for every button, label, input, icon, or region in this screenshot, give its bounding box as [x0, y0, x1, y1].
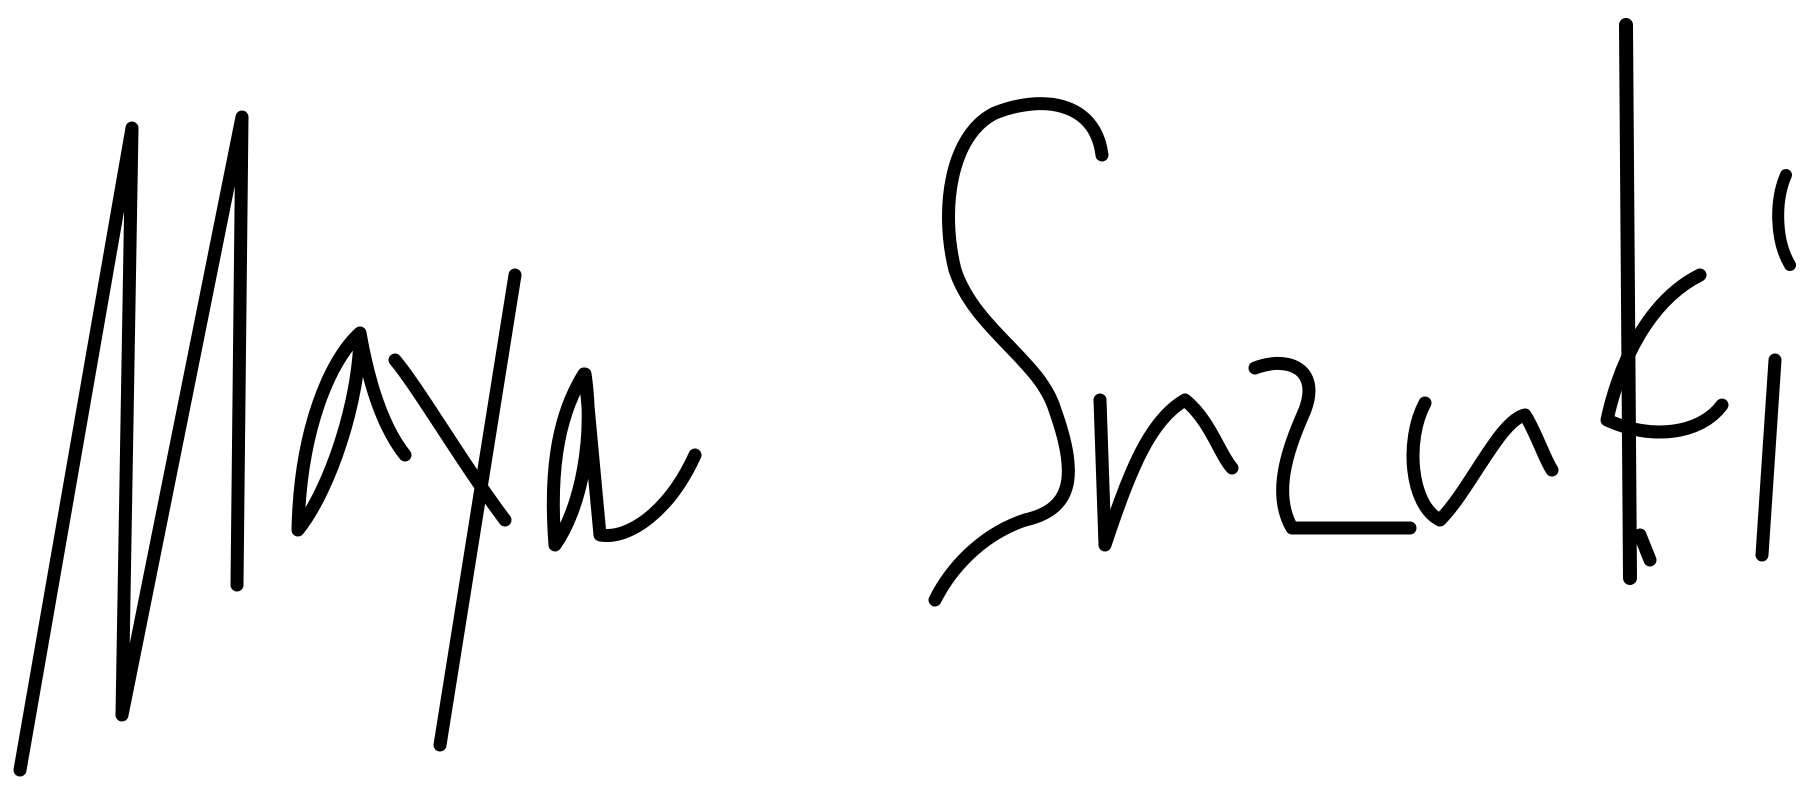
stroke-i-dot [1778, 175, 1790, 265]
last-name-suzuki [935, 25, 1790, 600]
first-name-maya [20, 117, 695, 770]
stroke-a1 [298, 333, 405, 530]
stroke-m [20, 117, 242, 770]
stroke-i [1762, 360, 1775, 555]
stroke-k-foot [1640, 535, 1650, 560]
stroke-u2 [1413, 403, 1552, 520]
stroke-k-stem [1626, 25, 1630, 578]
stroke-a2 [553, 374, 695, 545]
stroke-u1 [1100, 400, 1232, 545]
stroke-s [935, 104, 1102, 600]
stroke-z [1255, 363, 1410, 528]
